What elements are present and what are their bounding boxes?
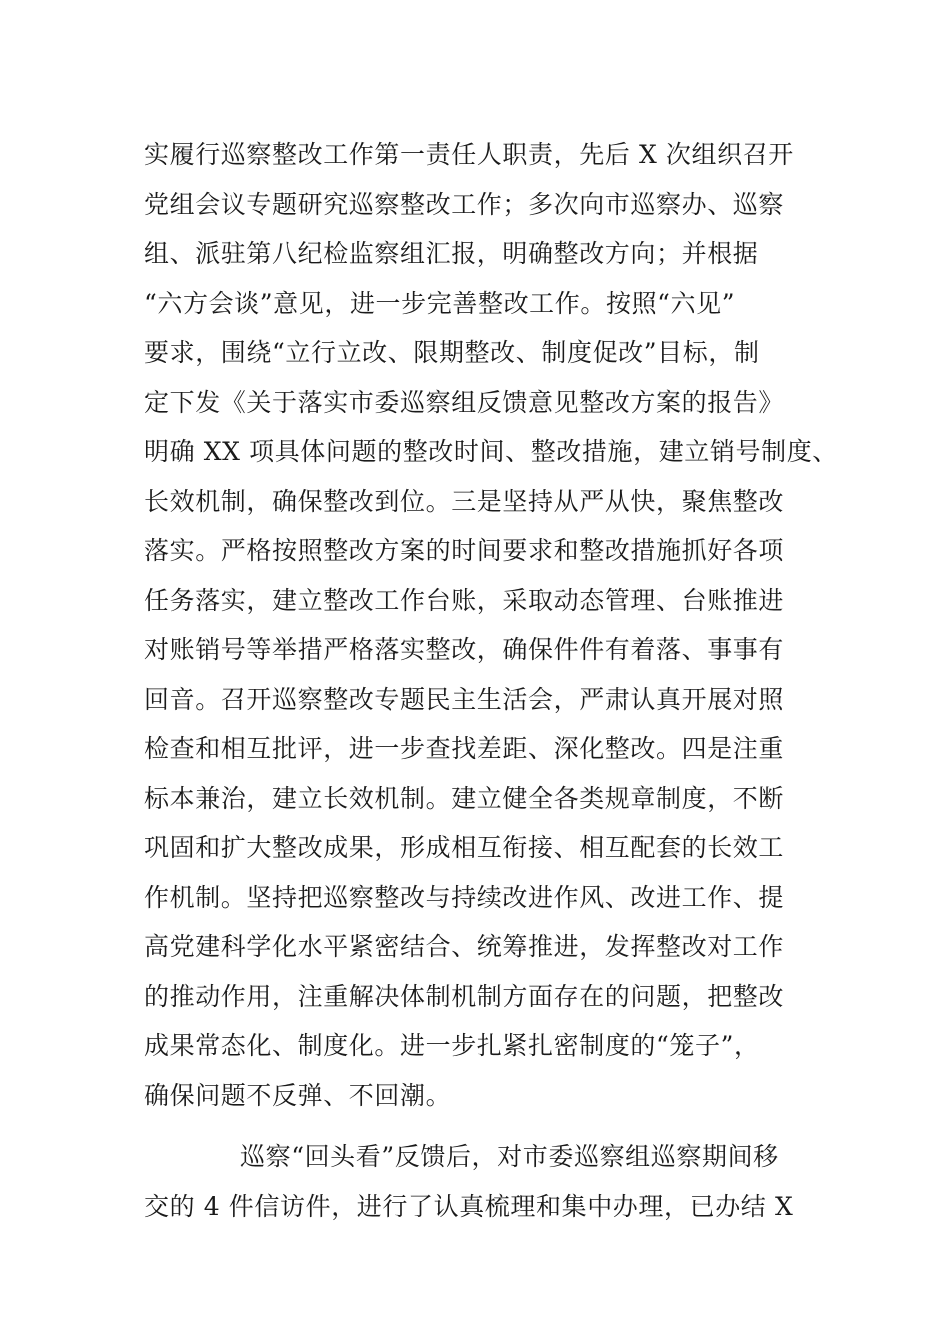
paragraph-line: 巡察“回头看”反馈后，对市委巡察组巡察期间移 — [240, 1142, 779, 1171]
paragraph-1 — [144, 130, 864, 1120]
paragraph-line: 检查和相互批评，进一步查找差距、深化整改。四是注重 — [144, 734, 785, 763]
paragraph-line: 党组会议专题研究巡察整改工作；多次向市巡察办、巡察 — [144, 189, 785, 219]
paragraph-line: 确保问题不反弹、不回潮。 — [144, 1080, 452, 1110]
paragraph-line: 任务落实，建立整改工作台账，采取动态管理、台账推进 — [144, 585, 785, 615]
paragraph-line: 对账销号等举措严格落实整改，确保件件有着落、事事有 — [144, 635, 785, 664]
paragraph-line: 高党建科学化水平紧密结合、统筹推进，发挥整改对工作 — [144, 932, 785, 961]
paragraph-line: 长效机制，确保整改到位。三是坚持从严从快，聚焦整改 — [144, 486, 785, 516]
paragraph-line: “六方会谈”意见，进一步完善整改工作。按照“六见” — [144, 288, 736, 318]
paragraph-line: 成果常态化、制度化。进一步扎紧扎密制度的“笼子”， — [144, 1031, 760, 1060]
paragraph-line: 落实。严格按照整改方案的时间要求和整改措施抓好各项 — [144, 536, 785, 565]
paragraph-line: 要求，围绕“立行立改、限期整改、制度促改”目标，制 — [144, 338, 760, 367]
paragraph-line: 组、派驻第八纪检监察组汇报，明确整改方向；并根据 — [144, 239, 759, 268]
paragraph-gap — [144, 1120, 864, 1132]
paragraph-2 — [144, 1132, 864, 1231]
paragraph-line: 巩固和扩大整改成果，形成相互衔接、相互配套的长效工 — [144, 833, 785, 862]
paragraph-line: 回音。召开巡察整改专题民主生活会，严肃认真开展对照 — [144, 684, 785, 714]
paragraph-line: 的推动作用，注重解决体制机制方面存在的问题，把整改 — [144, 981, 785, 1011]
paragraph-line: 明确 XX 项具体问题的整改时间、整改措施，建立销号制度、 — [144, 437, 838, 466]
paragraph-line: 交的 4 件信访件，进行了认真梳理和集中办理，已办结 X — [144, 1191, 794, 1221]
paragraph-line: 标本兼治，建立长效机制。建立健全各类规章制度，不断 — [144, 783, 785, 813]
paragraph-line: 定下发《关于落实市委巡察组反馈意见整改方案的报告》 — [144, 387, 785, 417]
document-body — [144, 130, 864, 1231]
paragraph-line: 作机制。坚持把巡察整改与持续改进作风、改进工作、提 — [144, 882, 785, 912]
paragraph-line: 实履行巡察整改工作第一责任人职责，先后 X 次组织召开 — [144, 140, 794, 169]
